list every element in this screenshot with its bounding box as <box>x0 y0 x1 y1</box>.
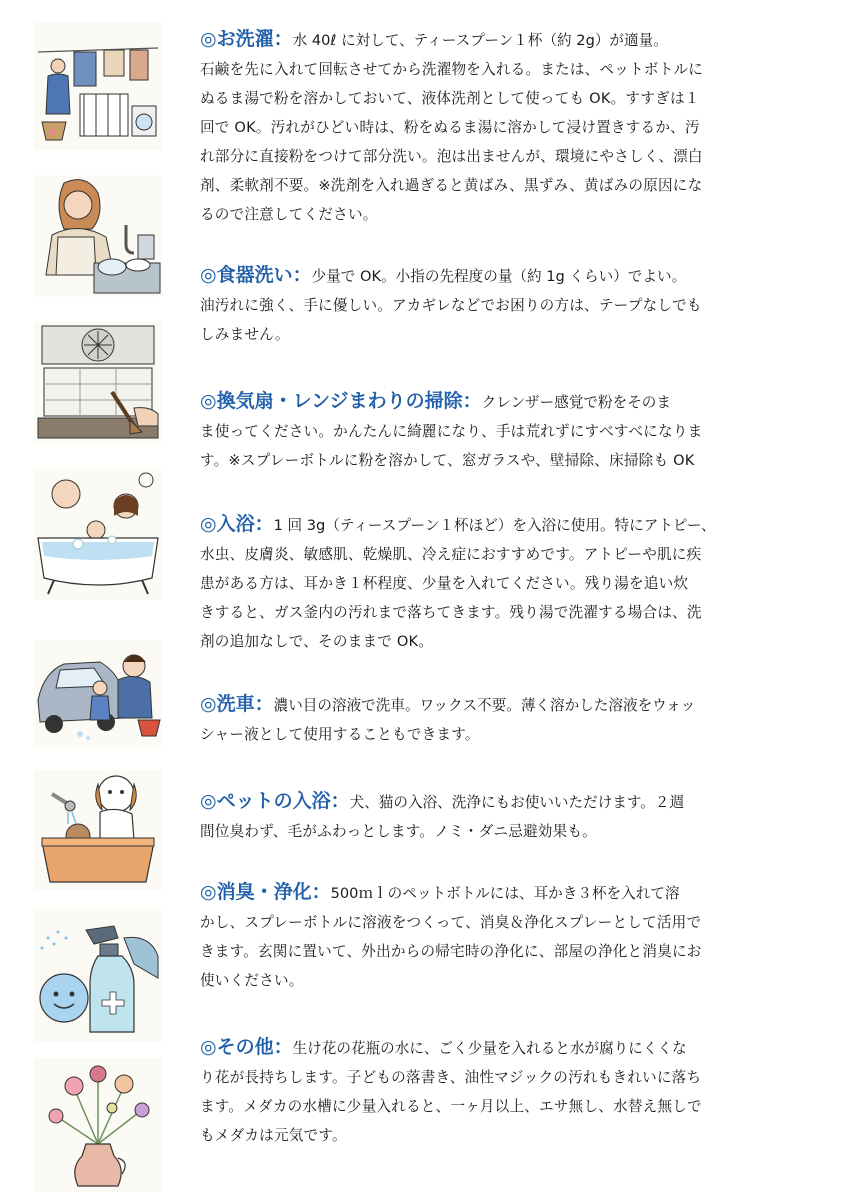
body-line: 剤、柔軟剤不要。※洗剤を入れ過ぎると黄ばみ、黒ずみ、黄ばみの原因にな <box>200 177 703 194</box>
section-bathing <box>200 510 760 656</box>
section-heading: ◎その他： <box>200 1036 293 1058</box>
body-line: す。※スプレーボトルに粉を溶かして、窓ガラスや、壁掃除、床掃除も OK <box>200 452 695 469</box>
section-lead: 犬、猫の入浴、洗浄にもお使いいただけます。２週 <box>349 794 685 811</box>
body-line: 水虫、皮膚炎、敏感肌、乾燥肌、冷え症におすすめです。アトピーや肌に疾 <box>200 546 702 563</box>
body-line: ます。メダカの水槽に少量入れると、一ヶ月以上、エサ無し、水替え無しで <box>200 1098 702 1115</box>
body-line: 回で OK。汚れがひどい時は、粉をぬるま湯に溶かして浸け置きするか、汚 <box>200 119 700 136</box>
car-wash-illustration <box>34 640 162 748</box>
section-laundry <box>200 25 760 229</box>
body-line: 患がある方は、耳かき１杯程度、少量を入れてください。残り湯を追い炊 <box>200 575 689 592</box>
body-line: もメダカは元気です。 <box>200 1127 347 1144</box>
section-pet-bath <box>200 787 760 846</box>
section-heading: ◎ペットの入浴： <box>200 790 350 812</box>
section-lead: 1 回 3g（ティースプーン１杯ほど）を入浴に使用。特にアトピー、 <box>273 517 716 534</box>
dishwashing-illustration <box>34 175 162 297</box>
body-line: きすると、ガス釜内の汚れまで落ちてきます。残り湯で洗濯する場合は、洗 <box>200 604 702 621</box>
body-line: きます。玄関に置いて、外出からの帰宅時の浄化に、部屋の浄化と消臭にお <box>200 943 702 960</box>
section-deodorize <box>200 878 760 995</box>
body-line: 油汚れに強く、手に優しい。アカギレなどでお困りの方は、テープなしでも <box>200 297 702 314</box>
section-lead: 水 40ℓ に対して、ティースプーン１杯（約 2g）が適量。 <box>292 32 668 49</box>
section-lead: 濃い目の溶液で洗車。ワックス不要。薄く溶かした溶液をウォッ <box>273 697 696 714</box>
pet-bath-illustration <box>34 770 162 890</box>
body-line: れ部分に直接粉をつけて部分洗い。泡は出ませんが、環境にやさしく、漂白 <box>200 148 703 165</box>
range-hood-illustration <box>34 322 162 444</box>
body-line: ま使ってください。かんたんに綺麗になり、手は荒れずにすべすべになりま <box>200 423 703 440</box>
body-line: シャー液として使用することもできます。 <box>200 726 480 743</box>
section-other <box>200 1033 760 1150</box>
section-dishes <box>200 261 760 349</box>
body-line: 剤の追加なしで、そのままで OK。 <box>200 633 434 650</box>
section-heading: ◎食器洗い： <box>200 264 312 286</box>
section-lead: 生け花の花瓶の水に、ごく少量を入れると水が腐りにくくな <box>292 1040 687 1057</box>
laundry-illustration <box>34 22 162 150</box>
section-heading: ◎消臭・浄化： <box>200 881 331 903</box>
section-heading: ◎入浴： <box>200 513 274 535</box>
section-car-wash <box>200 690 760 749</box>
section-lead: 少量で OK。小指の先程度の量（約 1g くらい）でよい。 <box>311 268 687 285</box>
body-line: かし、スプレーボトルに溶液をつくって、消臭＆浄化スプレーとして活用で <box>200 914 702 931</box>
bathing-illustration <box>34 468 162 600</box>
section-lead: 500ｍｌのペットボトルには、耳かき３杯を入れて溶 <box>330 885 680 902</box>
body-line: るので注意してください。 <box>200 206 378 223</box>
section-fan-cleaning <box>200 387 760 475</box>
body-line: 石鹸を先に入れて回転させてから洗濯物を入れる。または、ペットボトルに <box>200 61 703 78</box>
body-line: 使いください。 <box>200 972 304 989</box>
body-line: 間位臭わず、毛がふわっとします。ノミ・ダニ忌避効果も。 <box>200 823 597 840</box>
section-heading: ◎換気扇・レンジまわりの掃除： <box>200 390 482 412</box>
body-line: ぬるま湯で粉を溶かしておいて、液体洗剤として使っても OK。すすぎは１ <box>200 90 700 107</box>
section-heading: ◎洗車： <box>200 693 274 715</box>
section-lead: クレンザー感覚で粉をそのま <box>481 394 671 411</box>
flower-vase-illustration <box>34 1058 162 1192</box>
spray-illustration <box>34 908 162 1042</box>
section-heading: ◎お洗濯： <box>200 28 293 50</box>
body-line: しみません。 <box>200 326 290 343</box>
body-line: り花が長持ちします。子どもの落書き、油性マジックの汚れもきれいに落ち <box>200 1069 702 1086</box>
